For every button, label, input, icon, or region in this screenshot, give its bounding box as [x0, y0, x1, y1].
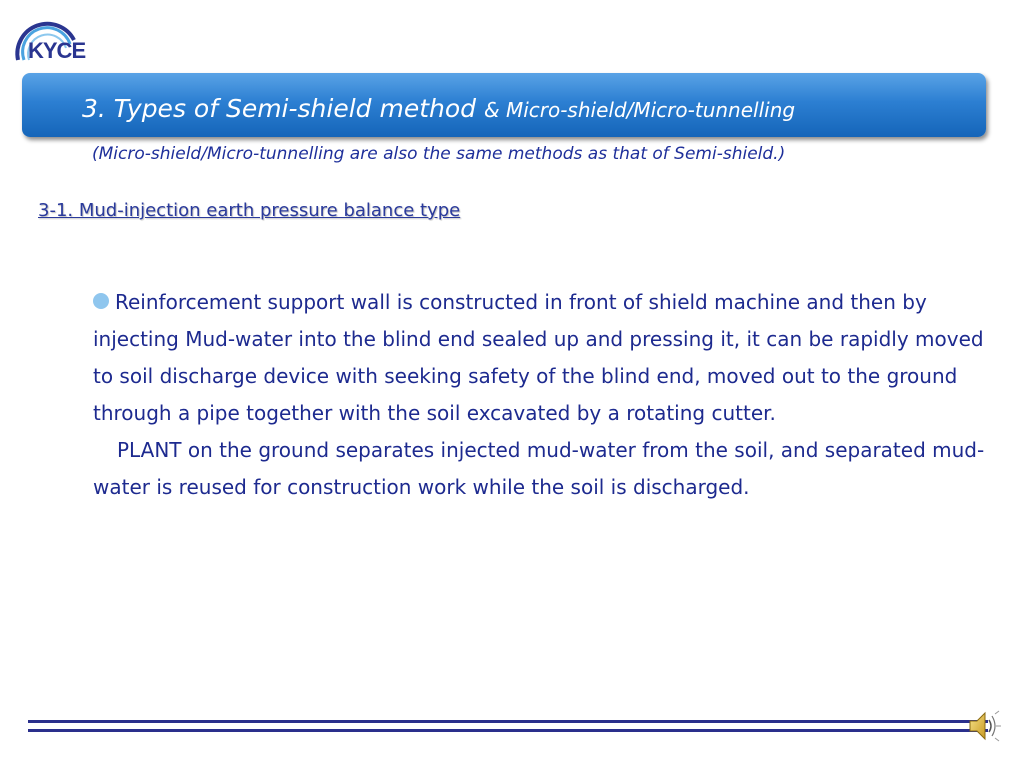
paragraph-2: [93, 432, 993, 506]
paragraph-1-text: Reinforcement support wall is constructed in front of shield machine and then by injecting Mud-water into the blind end sealed up and pressing it, it can be rapidly moved to soil discharge device with seeking safety of the blind end, moved out to the ground through a pipe together with the soil excavated by a rotating cutter.: [93, 290, 990, 425]
title-ampersand: &: [483, 98, 506, 122]
subtitle-note: (Micro-shield/Micro-tunnelling are also the same methods as that of Semi-shield.): [92, 144, 786, 164]
title-sub: Micro-shield/Micro-tunnelling: [505, 98, 796, 122]
footer-line-bottom: [28, 729, 988, 732]
slide-title: [82, 94, 795, 123]
section-heading[interactable]: 3-1. Mud-injection earth pressure balance type: [38, 200, 461, 221]
title-main: 3. Types of Semi-shield method: [82, 94, 484, 123]
footer-line-top: [28, 720, 988, 723]
paragraph-2-text: PLANT on the ground separates injected mud-water from the soil, and separated mud-water is reused for construction work while the soil is discharged.: [93, 438, 985, 499]
kyce-logo: [12, 14, 86, 64]
bullet-circle-icon: [93, 293, 109, 309]
speaker-icon[interactable]: [966, 708, 1002, 744]
logo-text: KYCE: [28, 38, 86, 63]
body-text: [93, 284, 993, 506]
paragraph-1: [93, 284, 993, 432]
